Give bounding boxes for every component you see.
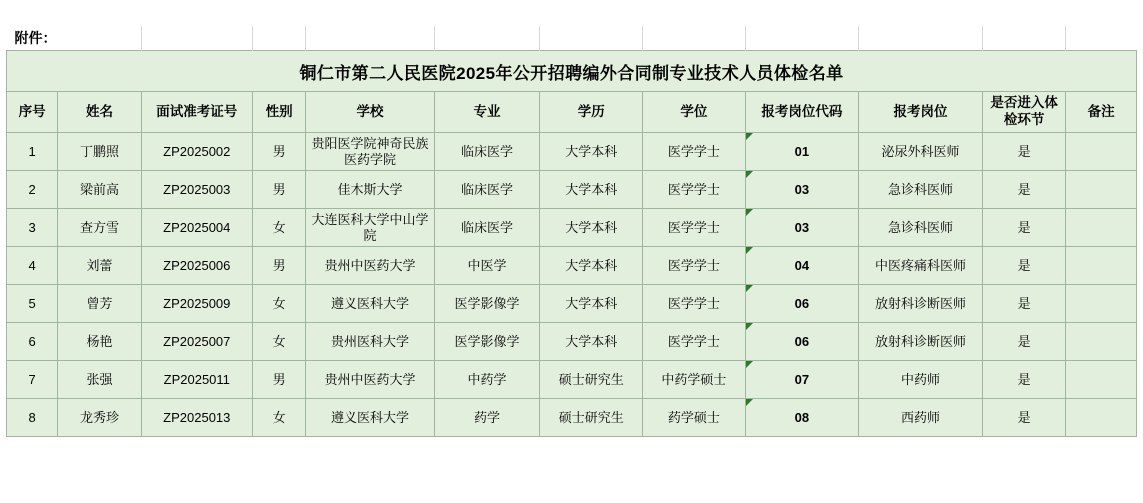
cell-gender: 男: [252, 247, 305, 285]
column-header-school: [306, 92, 434, 133]
attachment-label: 附件：: [7, 26, 142, 51]
column-header-major: [434, 92, 540, 133]
cell-education: 大学本科: [540, 209, 643, 247]
cell-education: 大学本科: [540, 323, 643, 361]
cell-gender: 女: [252, 209, 305, 247]
page-title: 铜仁市第二人民医院2025年公开招聘编外合同制专业技术人员体检名单: [7, 51, 1137, 92]
cell-degree: 医学学士: [643, 285, 746, 323]
attachment-spacer-cell: [540, 26, 643, 51]
table-row: [7, 209, 1137, 247]
cell-education: 大学本科: [540, 133, 643, 171]
cell-no: 7: [7, 361, 58, 399]
column-header-label: 学位: [680, 103, 708, 119]
table-row: [7, 133, 1137, 171]
cell-no: 1: [7, 133, 58, 171]
column-header-label: 学历: [577, 103, 605, 119]
column-header-name: [58, 92, 141, 133]
cell-degree: 医学学士: [643, 133, 746, 171]
cell-entered: 是: [982, 171, 1065, 209]
cell-name: 杨艳: [58, 323, 141, 361]
cell-post: 泌尿外科医师: [858, 133, 982, 171]
cell-name: 张强: [58, 361, 141, 399]
cell-exam-id: ZP2025009: [141, 285, 252, 323]
cell-exam-id: ZP2025011: [141, 361, 252, 399]
cell-remark: [1066, 361, 1137, 399]
cell-post: 急诊科医师: [858, 171, 982, 209]
attachment-row: [7, 26, 1137, 51]
cell-gender: 女: [252, 323, 305, 361]
cell-degree: 医学学士: [643, 209, 746, 247]
column-header-label: 报考岗位代码: [761, 103, 843, 119]
cell-post-code: 08: [745, 399, 858, 437]
cell-name: 梁前高: [58, 171, 141, 209]
attachment-spacer-cell: [141, 26, 252, 51]
column-header-label: 学校: [356, 103, 384, 119]
cell-entered: 是: [982, 247, 1065, 285]
column-header-education: [540, 92, 643, 133]
cell-gender: 女: [252, 285, 305, 323]
table-row: [7, 171, 1137, 209]
cell-gender: 男: [252, 171, 305, 209]
table-row: [7, 323, 1137, 361]
cell-education: 硕士研究生: [540, 399, 643, 437]
cell-remark: [1066, 247, 1137, 285]
cell-exam-id: ZP2025007: [141, 323, 252, 361]
cell-major: 药学: [434, 399, 540, 437]
cell-post-code: 03: [745, 209, 858, 247]
cell-major: 医学影像学: [434, 323, 540, 361]
cell-entered: 是: [982, 133, 1065, 171]
table-header-row: [7, 92, 1137, 133]
cell-gender: 男: [252, 133, 305, 171]
cell-gender: 女: [252, 399, 305, 437]
cell-entered: 是: [982, 399, 1065, 437]
cell-degree: 医学学士: [643, 247, 746, 285]
cell-post: 急诊科医师: [858, 209, 982, 247]
cell-post-code: 06: [745, 285, 858, 323]
cell-no: 4: [7, 247, 58, 285]
attachment-spacer-cell: [252, 26, 305, 51]
cell-major: 医学影像学: [434, 285, 540, 323]
cell-exam-id: ZP2025013: [141, 399, 252, 437]
cell-school: 贵州中医药大学: [306, 361, 434, 399]
cell-no: 8: [7, 399, 58, 437]
cell-post: 放射科诊断医师: [858, 323, 982, 361]
cell-major: 临床医学: [434, 171, 540, 209]
attachment-spacer-cell: [745, 26, 858, 51]
cell-name: 龙秀珍: [58, 399, 141, 437]
title-row: [7, 51, 1137, 92]
candidate-table: [6, 26, 1137, 437]
cell-remark: [1066, 399, 1137, 437]
cell-major: 临床医学: [434, 209, 540, 247]
cell-school: 大连医科大学中山学院: [306, 209, 434, 247]
attachment-spacer-cell: [1066, 26, 1137, 51]
attachment-spacer-cell: [643, 26, 746, 51]
column-header-remark: [1066, 92, 1137, 133]
cell-post-code: 01: [745, 133, 858, 171]
cell-post: 中医疼痛科医师: [858, 247, 982, 285]
cell-major: 中药学: [434, 361, 540, 399]
cell-school: 遵义医科大学: [306, 399, 434, 437]
cell-entered: 是: [982, 323, 1065, 361]
cell-gender: 男: [252, 361, 305, 399]
cell-post-code: 06: [745, 323, 858, 361]
spreadsheet-canvas: [0, 26, 1143, 503]
cell-post-code: 07: [745, 361, 858, 399]
cell-no: 5: [7, 285, 58, 323]
cell-post: 西药师: [858, 399, 982, 437]
cell-post-code: 04: [745, 247, 858, 285]
cell-school: 佳木斯大学: [306, 171, 434, 209]
cell-school: 遵义医科大学: [306, 285, 434, 323]
attachment-spacer-cell: [858, 26, 982, 51]
attachment-spacer-cell: [982, 26, 1065, 51]
column-header-no: [7, 92, 58, 133]
table-row: [7, 247, 1137, 285]
cell-post-code: 03: [745, 171, 858, 209]
column-header-post: [858, 92, 982, 133]
cell-education: 大学本科: [540, 285, 643, 323]
column-header-label: 是否进入体检环节: [990, 95, 1058, 127]
column-header-exam-id: [141, 92, 252, 133]
cell-education: 大学本科: [540, 247, 643, 285]
cell-remark: [1066, 323, 1137, 361]
cell-major: 临床医学: [434, 133, 540, 171]
cell-name: 丁鹏照: [58, 133, 141, 171]
cell-name: 刘蕾: [58, 247, 141, 285]
cell-remark: [1066, 209, 1137, 247]
column-header-label: 姓名: [86, 103, 113, 119]
column-header-label: 备注: [1087, 103, 1115, 119]
cell-post: 中药师: [858, 361, 982, 399]
attachment-spacer-cell: [306, 26, 434, 51]
cell-degree: 医学学士: [643, 323, 746, 361]
cell-entered: 是: [982, 361, 1065, 399]
column-header-gender: [252, 92, 305, 133]
column-header-label: 性别: [265, 103, 293, 119]
table-row: [7, 399, 1137, 437]
cell-degree: 医学学士: [643, 171, 746, 209]
table-row: [7, 285, 1137, 323]
cell-name: 曾芳: [58, 285, 141, 323]
column-header-degree: [643, 92, 746, 133]
cell-post: 放射科诊断医师: [858, 285, 982, 323]
column-header-post-code: [745, 92, 858, 133]
cell-entered: 是: [982, 285, 1065, 323]
table-row: [7, 361, 1137, 399]
cell-exam-id: ZP2025006: [141, 247, 252, 285]
cell-exam-id: ZP2025002: [141, 133, 252, 171]
cell-degree: 药学硕士: [643, 399, 746, 437]
cell-exam-id: ZP2025003: [141, 171, 252, 209]
cell-no: 3: [7, 209, 58, 247]
cell-school: 贵州中医药大学: [306, 247, 434, 285]
attachment-spacer-cell: [434, 26, 540, 51]
column-header-label: 专业: [473, 103, 501, 119]
cell-no: 2: [7, 171, 58, 209]
cell-no: 6: [7, 323, 58, 361]
cell-major: 中医学: [434, 247, 540, 285]
cell-remark: [1066, 285, 1137, 323]
cell-remark: [1066, 133, 1137, 171]
cell-school: 贵阳医学院神奇民族医药学院: [306, 133, 434, 171]
cell-education: 大学本科: [540, 171, 643, 209]
column-header-label: 报考岗位: [893, 103, 948, 119]
column-header-label: 面试准考证号: [156, 103, 238, 119]
cell-exam-id: ZP2025004: [141, 209, 252, 247]
column-header-entered: [982, 92, 1065, 133]
column-header-label: 序号: [18, 103, 46, 119]
cell-name: 查方雪: [58, 209, 141, 247]
cell-remark: [1066, 171, 1137, 209]
cell-entered: 是: [982, 209, 1065, 247]
cell-education: 硕士研究生: [540, 361, 643, 399]
cell-school: 贵州医科大学: [306, 323, 434, 361]
cell-degree: 中药学硕士: [643, 361, 746, 399]
